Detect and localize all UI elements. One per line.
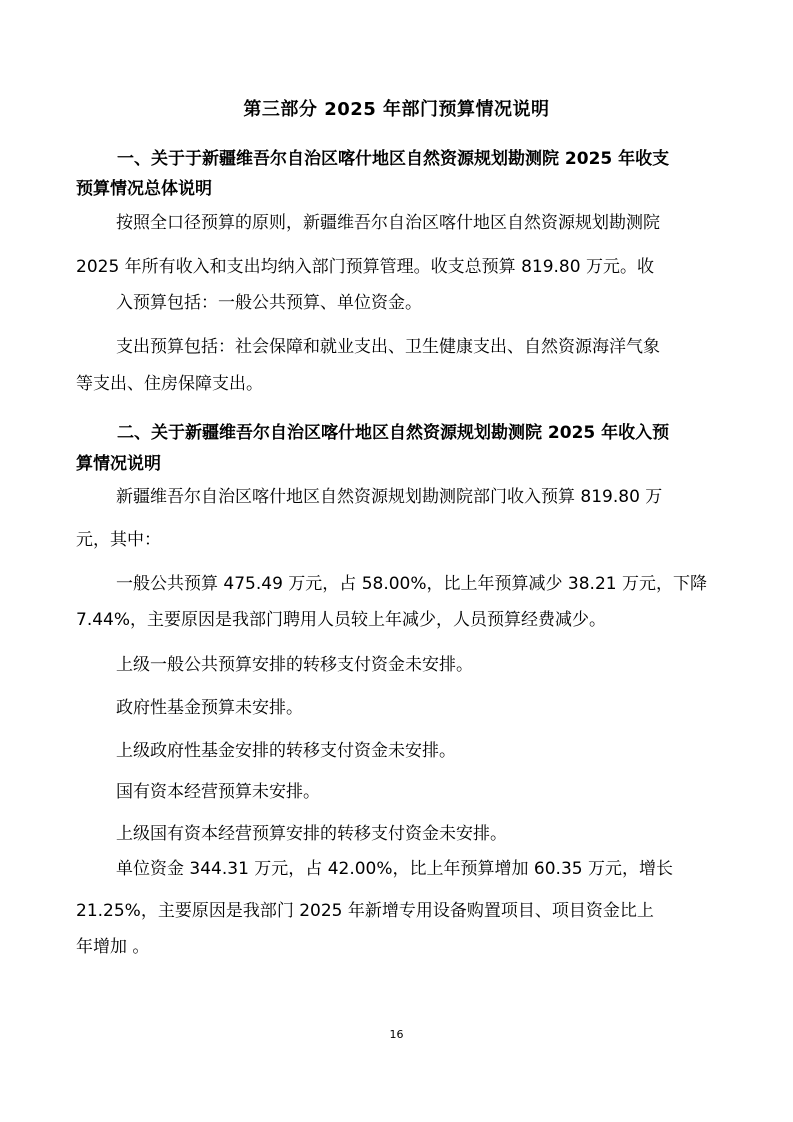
paragraph-line: 上级一般公共预算安排的转移支付资金未安排。: [116, 655, 473, 675]
paragraph-line: 新疆维吾尔自治区喀什地区自然资源规划勘测院部门收入预算 819.80 万: [116, 487, 663, 507]
paragraph-line: 单位资金 344.31 万元，占 42.00%，比上年预算增加 60.35 万元，增长: [116, 859, 673, 879]
paragraph-line: 国有资本经营预算未安排。: [116, 782, 320, 802]
section-heading-1-line-1: 一、关于于新疆维吾尔自治区喀什地区自然资源规划勘测院 2025 年收支: [117, 149, 670, 169]
paragraph-line: 按照全口径预算的原则，新疆维吾尔自治区喀什地区自然资源规划勘测院: [116, 213, 660, 233]
page-number: 16: [389, 1028, 404, 1041]
paragraph-line: 入预算包括：一般公共预算、单位资金。: [116, 293, 422, 313]
paragraph-line: 年增加 。: [76, 937, 150, 957]
section-heading-2-line-2: 算情况说明: [76, 454, 161, 474]
paragraph-line: 政府性基金预算未安排。: [116, 698, 303, 718]
paragraph-line: 上级国有资本经营预算安排的转移支付资金未安排。: [116, 824, 507, 844]
paragraph-line: 一般公共预算 475.49 万元，占 58.00%，比上年预算减少 38.21 万元，下降: [116, 574, 707, 594]
paragraph-line: 2025 年所有收入和支出均纳入部门预算管理。收支总预算 819.80 万元。收: [76, 257, 654, 277]
paragraph-line: 上级政府性基金安排的转移支付资金未安排。: [116, 741, 456, 761]
paragraph-line: 7.44%，主要原因是我部门聘用人员较上年减少，人员预算经费减少。: [76, 610, 607, 630]
section-heading-2-line-1: 二、关于新疆维吾尔自治区喀什地区自然资源规划勘测院 2025 年收入预: [117, 423, 670, 443]
page-title: 第三部分 2025 年部门预算情况说明: [243, 99, 550, 120]
paragraph-line: 21.25%，主要原因是我部门 2025 年新增专用设备购置项目、项目资金比上: [76, 901, 654, 921]
paragraph-line: 支出预算包括：社会保障和就业支出、卫生健康支出、自然资源海洋气象: [116, 337, 660, 357]
paragraph-line: 等支出、住房保障支出。: [76, 374, 263, 394]
section-heading-1-line-2: 预算情况总体说明: [76, 179, 212, 199]
paragraph-line: 元，其中：: [76, 530, 161, 550]
